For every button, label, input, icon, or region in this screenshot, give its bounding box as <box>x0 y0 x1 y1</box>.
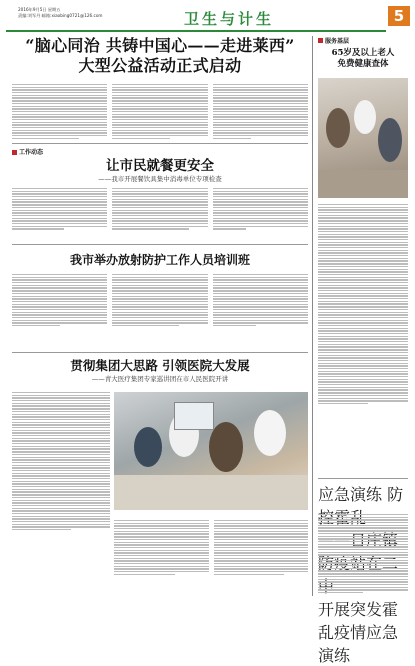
sidebar-top-headline <box>318 48 408 70</box>
header-info <box>18 7 102 19</box>
sidebar-top-article-body <box>318 204 408 406</box>
lead-article-body <box>12 84 308 140</box>
lead-headline-line2: 大型公益活动正式启动 <box>78 56 242 75</box>
sidebar-top-headline-line1: 65岁及以上老人 <box>331 48 395 58</box>
issue-date: 2016年9月5日 星期五 <box>18 7 61 12</box>
feature-text-column <box>12 392 110 532</box>
header-rule <box>6 30 386 32</box>
text-column <box>213 188 308 231</box>
section-tag-grassroots <box>318 36 408 45</box>
feature-headline: 贯彻集团大思路 引领医院大发展 <box>70 358 250 373</box>
column-divider <box>312 36 313 596</box>
section-divider <box>12 352 308 353</box>
text-column <box>112 84 207 140</box>
feature-article-body <box>114 520 308 576</box>
sidebar-top-photo <box>318 78 408 198</box>
section-divider <box>318 478 408 479</box>
text-column <box>114 520 209 576</box>
text-column <box>112 274 207 328</box>
text-column <box>112 188 207 231</box>
text-column <box>214 520 309 576</box>
training-headline: 我市举办放射防护工作人员培训班 <box>69 253 250 267</box>
sidebar-bottom-article-body <box>318 514 408 595</box>
news-subheadline: ——我市开展餐饮具集中消毒单位专项检查 <box>98 175 222 183</box>
feature-subheadline: ——青大医疗集团专家巡讲团在市人民医院开讲 <box>91 375 229 383</box>
tag-marker-icon <box>12 150 17 155</box>
text-column <box>213 274 308 328</box>
news-headline: 让市民就餐更安全 <box>106 158 214 174</box>
sidebar-bottom-subheadline-line2: 开展突发霍乱疫情应急演练 <box>318 600 399 665</box>
news-article-body <box>12 188 308 231</box>
text-column <box>12 84 107 140</box>
section-title: 卫生与计生 <box>184 10 275 28</box>
section-tag-work-news <box>12 147 43 156</box>
lead-headline-line1: “脑心同治 共铸中国心——走进莱西” <box>25 36 295 55</box>
section-tag-label: 工作动态 <box>19 149 44 156</box>
training-headline-block <box>12 252 308 268</box>
main-column <box>12 36 308 76</box>
editor-line: 责编:刘军丹 邮箱:xiaobing0721@126.com <box>18 13 103 18</box>
tag-marker-icon <box>318 38 323 43</box>
training-article-body <box>12 274 308 328</box>
feature-headline-block <box>12 358 308 383</box>
section-tag-label: 服务基层 <box>325 38 350 45</box>
lead-headline <box>12 36 308 76</box>
right-column <box>318 36 408 70</box>
section-divider <box>12 143 308 144</box>
text-column <box>213 84 308 140</box>
text-column <box>12 274 107 328</box>
sidebar-top-headline-line2: 免费健康查体 <box>337 59 389 69</box>
text-column <box>12 188 107 231</box>
page-header <box>6 4 410 32</box>
section-divider <box>12 244 308 245</box>
news-headline-block <box>12 158 308 183</box>
page-number-badge: 5 <box>388 6 410 26</box>
feature-photo <box>114 392 308 510</box>
sidebar-bottom-headline: 应急演练 防 <box>318 485 404 504</box>
